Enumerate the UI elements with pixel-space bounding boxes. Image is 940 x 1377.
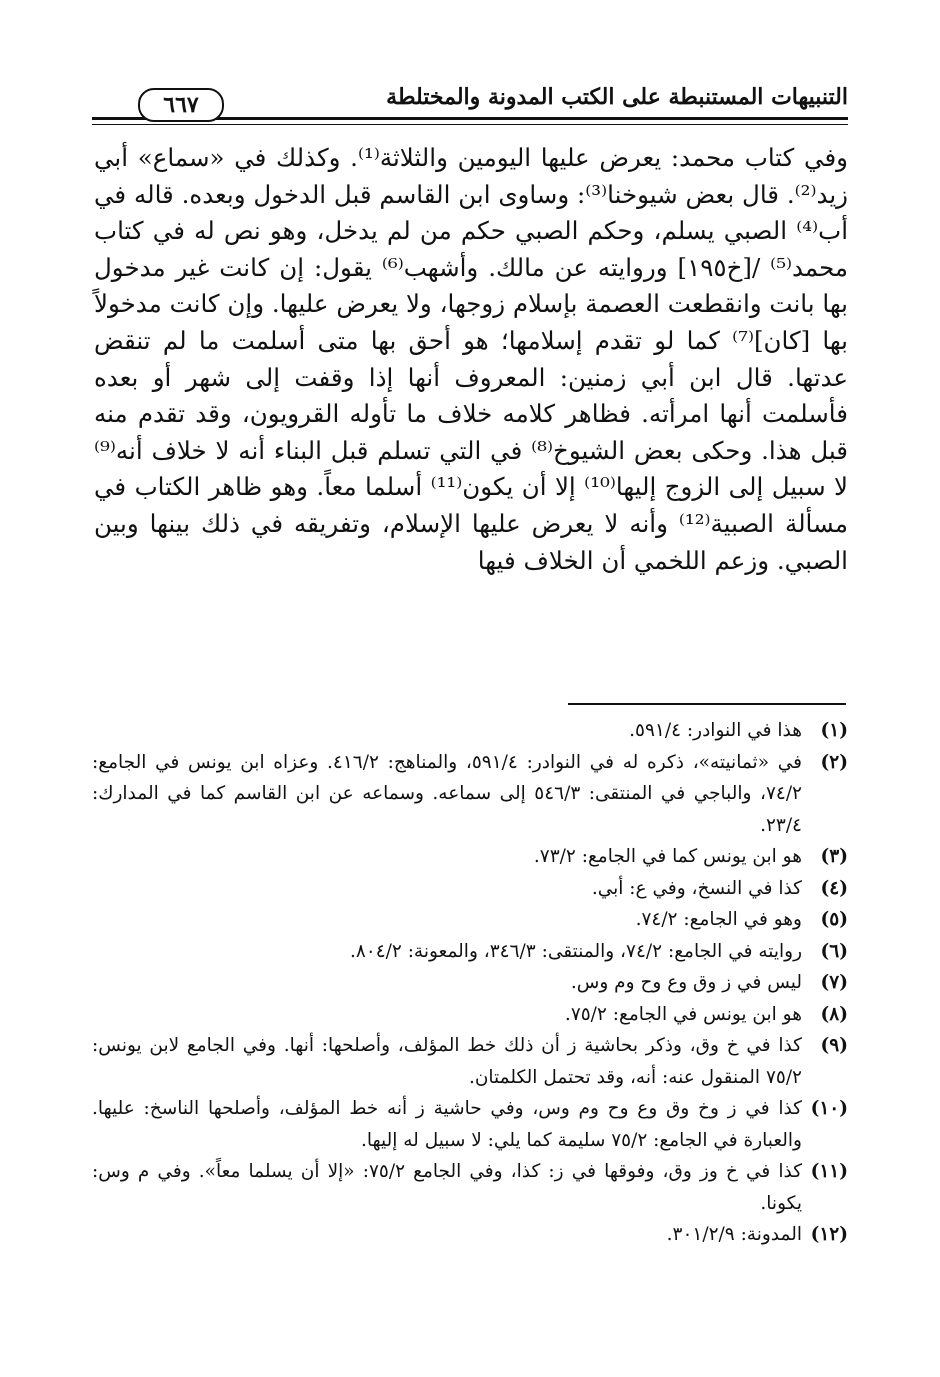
footnote-number: (٣)	[820, 846, 848, 867]
footnote-text: روايته في الجامع: ٧٤/٢، والمنتقى: ٣٤٦/٣، والمعونة: ٨٠٤/٢.	[349, 940, 802, 962]
footnote-item	[92, 1093, 848, 1156]
footnote-number: (٤)	[820, 877, 848, 899]
page-number: ٦٦٧	[138, 88, 224, 122]
footnote-text: كذا في خ وز وق، وفوقها في ز: كذا، وفي الجامع ٧٥/٢: «إلا أن يسلما معاً». وفي م وس: يكونا.	[92, 1161, 802, 1214]
footnote-number: (١)	[820, 720, 848, 741]
header-rule-thin	[92, 124, 848, 125]
footnote-number: (١٠)	[810, 1098, 848, 1119]
footnote-item	[92, 1030, 848, 1093]
footnote-text: كذا في النسخ، وفي ع: أبي.	[591, 877, 802, 899]
footnote-item	[92, 1219, 848, 1251]
footnote-item	[92, 715, 848, 747]
footnote-number: (٨)	[820, 1003, 848, 1025]
footnote-item	[92, 999, 848, 1031]
footnote-text: كذا في خ وق، وذكر بحاشية ز أن ذلك خط المؤلف، وأصلحها: أنها. وفي الجامع لابن يونس: ٧٥/٢ المنقول عنه: أنه، وقد تحتمل الكلمتان.	[92, 1035, 802, 1088]
main-paragraph: وفي كتاب محمد: يعرض عليها اليومين والثلاثة⁽¹⁾. وكذلك في «سماع» أبي زيد⁽²⁾. قال بعض شيوخنا⁽³⁾: وساوى ابن القاسم قبل الدخول وبعده. قاله في أب⁽⁴⁾ الصبي يسلم، وحكم الصبي حكم من لم يدخل، وهو نص له في كتاب محمد⁽⁵⁾ /[خ١٩٥] وروايته عن مالك. وأشهب⁽⁶⁾ يقول: إن كانت غير مدخول بها بانت وانقطعت العصمة بإسلام زوجها، ولا يعرض عليها. وإن كانت مدخولاً بها [كان]⁽⁷⁾ كما لو تقدم إسلامها؛ هو أحق بها متى أسلمت ما لم تنقض عدتها. قال ابن أبي زمنين: المعروف أنها إذا وقفت إلى شهر أو بعده فأسلمت أنها امرأته. فظاهر كلامه خلاف ما تأوله القرويون، وقد تقدم منه قبل هذا. وحكى بعض الشيوخ⁽⁸⁾ في التي تسلم قبل البناء أنه لا خلاف أنه⁽⁹⁾ لا سبيل إلى الزوج إليها⁽¹⁰⁾ إلا أن يكون⁽¹¹⁾ أسلما معاً. وهو ظاهر الكتاب في مسألة الصبية⁽¹²⁾ وأنه لا يعرض عليها الإسلام، وتفريقه في ذلك بينها وبين الصبي. وزعم اللخمي أن الخلاف فيها	[94, 143, 849, 575]
running-title: التنبيهات المستنبطة على الكتب المدونة والمختلطة	[386, 84, 848, 110]
footnote-item	[92, 873, 848, 905]
footnote-item	[92, 936, 848, 968]
footnote-item	[92, 904, 848, 936]
footnote-text: ليس في ز وق وع وح وم وس.	[570, 972, 802, 993]
footnote-item	[92, 747, 848, 842]
footnote-text: هو ابن يونس في الجامع: ٧٥/٢.	[564, 1003, 802, 1025]
footnote-item	[92, 841, 848, 873]
footnote-item	[92, 1156, 848, 1219]
footnote-text: المدونة: ٣٠١/٢/٩.	[666, 1224, 802, 1245]
footnotes	[92, 715, 848, 1251]
footnote-number: (٦)	[820, 940, 848, 962]
footnote-separator	[568, 703, 846, 705]
footnote-number: (٩)	[820, 1035, 848, 1056]
footnote-number: (١٢)	[810, 1224, 848, 1245]
footnote-text: هذا في النوادر: ٥٩١/٤.	[629, 720, 802, 741]
footnote-item	[92, 967, 848, 999]
footnote-number: (٢)	[820, 751, 848, 773]
footnote-text: في «ثمانيته»، ذكره له في النوادر: ٥٩١/٤، والمناهج: ٤١٦/٢. وعزاه ابن يونس في الجامع: ٧٤/٢، والباجي في المنتقى: ٥٤٦/٣ إلى سماعه. وسماعه عن ابن القاسم كما في المدارك: ٢٣/٤.	[92, 751, 802, 836]
footnote-number: (٧)	[820, 972, 848, 993]
footnote-text: وهو في الجامع: ٧٤/٢.	[635, 909, 802, 930]
footnote-text: كذا في ز وخ وق وع وح وم وس، وفي حاشية ز أنه خط المؤلف، وأصلحها الناسخ: عليها. والعبارة في الجامع: ٧٥/٢ سليمة كما يلي: لا سبيل له إليها.	[92, 1098, 802, 1151]
footnote-number: (٥)	[820, 909, 848, 930]
footnote-text: هو ابن يونس كما في الجامع: ٧٣/٢.	[533, 846, 802, 867]
main-text	[94, 140, 848, 579]
footnote-number: (١١)	[810, 1161, 848, 1182]
